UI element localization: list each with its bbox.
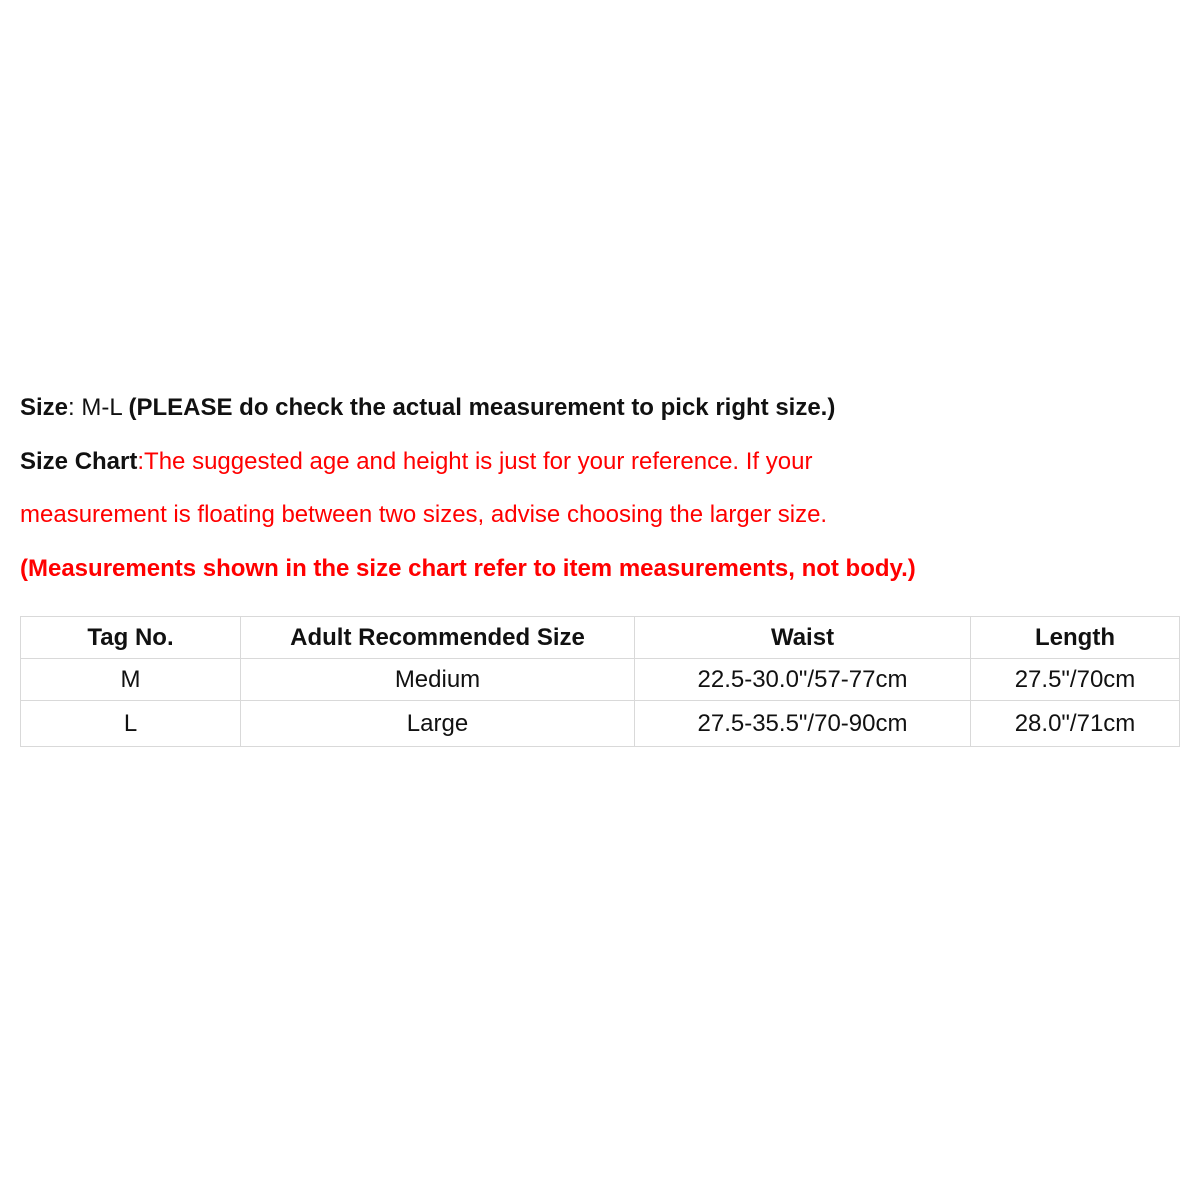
- cell-tag: L: [21, 701, 241, 747]
- size-chart-text-1: The suggested age and height is just for your reference. If your: [144, 447, 813, 475]
- size-chart-label: Size Chart: [20, 447, 138, 475]
- table-row: [21, 701, 1180, 747]
- size-table: [20, 616, 1180, 747]
- cell-waist: 22.5-30.0"/57-77cm: [635, 659, 971, 701]
- size-value: M-L: [81, 394, 129, 421]
- size-note: (PLEASE do check the actual measurement to pick right size.): [128, 394, 836, 421]
- header-tag-no: Tag No.: [21, 617, 241, 659]
- table-row: [21, 659, 1180, 701]
- size-chart-separator: :: [137, 447, 145, 475]
- header-length: Length: [971, 617, 1180, 659]
- size-chart-line: [20, 447, 1180, 477]
- measurement-warning: (Measurements shown in the size chart refer to item measurements, not body.): [20, 554, 916, 582]
- size-separator: :: [68, 394, 82, 421]
- cell-waist: 27.5-35.5"/70-90cm: [635, 701, 971, 747]
- size-line: [20, 393, 1180, 423]
- size-label: Size: [20, 394, 69, 421]
- cell-length: 28.0"/71cm: [971, 701, 1180, 747]
- cell-tag: M: [21, 659, 241, 701]
- table-header-row: [21, 617, 1180, 659]
- size-chart-text-2: measurement is floating between two sizes, advise choosing the larger size.: [20, 501, 828, 528]
- cell-length: 27.5"/70cm: [971, 659, 1180, 701]
- cell-adult-size: Large: [241, 701, 635, 747]
- header-adult-size: Adult Recommended Size: [241, 617, 635, 659]
- header-waist: Waist: [635, 617, 971, 659]
- cell-adult-size: Medium: [241, 659, 635, 701]
- size-info: [20, 393, 1180, 584]
